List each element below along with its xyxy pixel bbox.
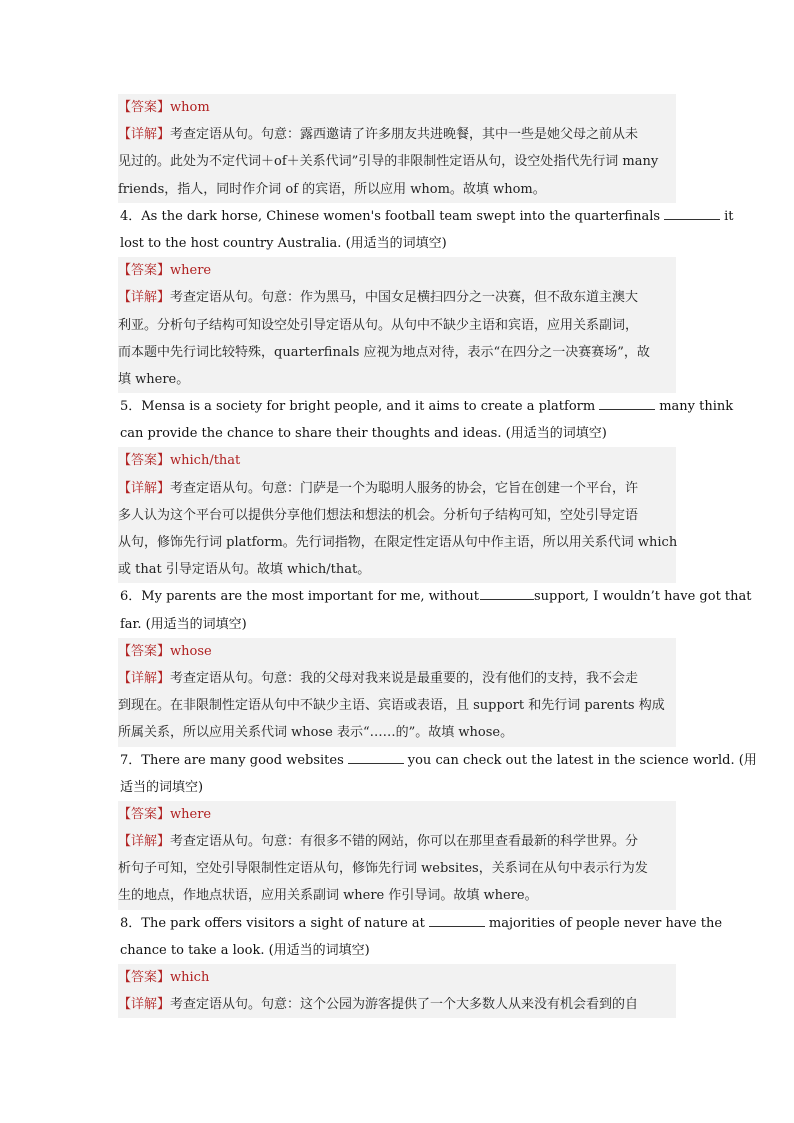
question-6: 6．My parents are the most important for me, without support, I wouldn’t have got that [120,589,752,605]
answer-line: 【答案】where [118,257,676,284]
answer-line: 【答案】which/that [118,447,676,474]
details-line: 或 that 引导定语从句。故填 which/that。 [118,556,676,583]
answer-line: 【答案】whose [118,638,676,665]
fill-blank [429,915,485,927]
details-line: friends，指人，同时作介词 of 的宾语，所以应用 whom。故填 whom。 [118,176,676,203]
content-area [118,94,757,1018]
fill-blank [480,588,534,600]
details-line: 填 where。 [118,366,676,393]
fill-blank [664,208,720,220]
details-line: 【详解】考查定语从句。句意：我的父母对我来说是最重要的，没有他们的支持，我不会走 [118,665,676,692]
answer-line: 【答案】whom [118,94,676,121]
details-line: 【详解】考查定语从句。句意：作为黑马，中国女足横扫四分之一决赛，但不敌东道主澳大 [118,284,676,311]
question-4-cont: lost to the host country Australia. (用适当的词填空) [120,235,447,251]
details-line: 多人认为这个平台可以提供分享他们想法和想法的机会。分析句子结构可知，空处引导定语 [118,502,676,529]
question-6-cont: far. (用适当的词填空) [120,616,247,632]
details-line: 析句子可知，空处引导限制性定语从句，修饰先行词 websites，关系词在从句中表示行为发 [118,855,676,882]
details-line: 【详解】考查定语从句。句意：露西邀请了许多朋友共进晚餐，其中一些是她父母之前从未 [118,121,676,148]
answer-line: 【答案】where [118,801,676,828]
details-line: 到现在。在非限制性定语从句中不缺少主语、宾语或表语，且 support 和先行词 parents 构成 [118,692,676,719]
details-line: 见过的。此处为不定代词＋of＋关系代词”引导的非限制性定语从句，设空处指代先行词 many [118,148,676,175]
details-line: 生的地点，作地点状语，应用关系副词 where 作引导词。故填 where。 [118,882,676,909]
fill-blank [599,398,655,410]
details-line: 从句，修饰先行词 platform。先行词指物，在限定性定语从句中作主语，所以用关系代词 which [118,529,676,556]
question-8-cont: chance to take a look. (用适当的词填空) [120,942,370,958]
fill-blank [348,752,404,764]
details-line: 【详解】考查定语从句。句意：门萨是一个为聪明人服务的协会，它旨在创建一个平台，许 [118,475,676,502]
answer-line: 【答案】which [118,964,676,991]
question-7: 7．There are many good websites you can check out the latest in the science world. (用 [120,752,757,768]
details-line: 利亚。分析句子结构可知设空处引导定语从句。从句中不缺少主语和宾语，应用关系副词， [118,312,676,339]
details-line: 所属关系，所以应用关系代词 whose 表示“……的”。故填 whose。 [118,719,676,746]
details-line: 而本题中先行词比较特殊，quarterfinals 应视为地点对待，表示“在四分之一决赛赛场”，故 [118,339,676,366]
details-line: 【详解】考查定语从句。句意：有很多不错的网站，你可以在那里查看最新的科学世界。分 [118,828,676,855]
question-4: 4．As the dark horse, Chinese women's football team swept into the quarterfinals it [120,208,734,224]
details-line: 【详解】考查定语从句。句意：这个公园为游客提供了一个大多数人从来没有机会看到的自 [118,991,676,1018]
question-7-cont: 适当的词填空) [120,779,204,795]
question-5: 5．Mensa is a society for bright people, and it aims to create a platform many think [120,399,734,415]
question-5-cont: can provide the chance to share their thoughts and ideas. (用适当的词填空) [120,426,607,442]
question-8: 8．The park offers visitors a sight of nature at majorities of people never have the [120,915,723,931]
